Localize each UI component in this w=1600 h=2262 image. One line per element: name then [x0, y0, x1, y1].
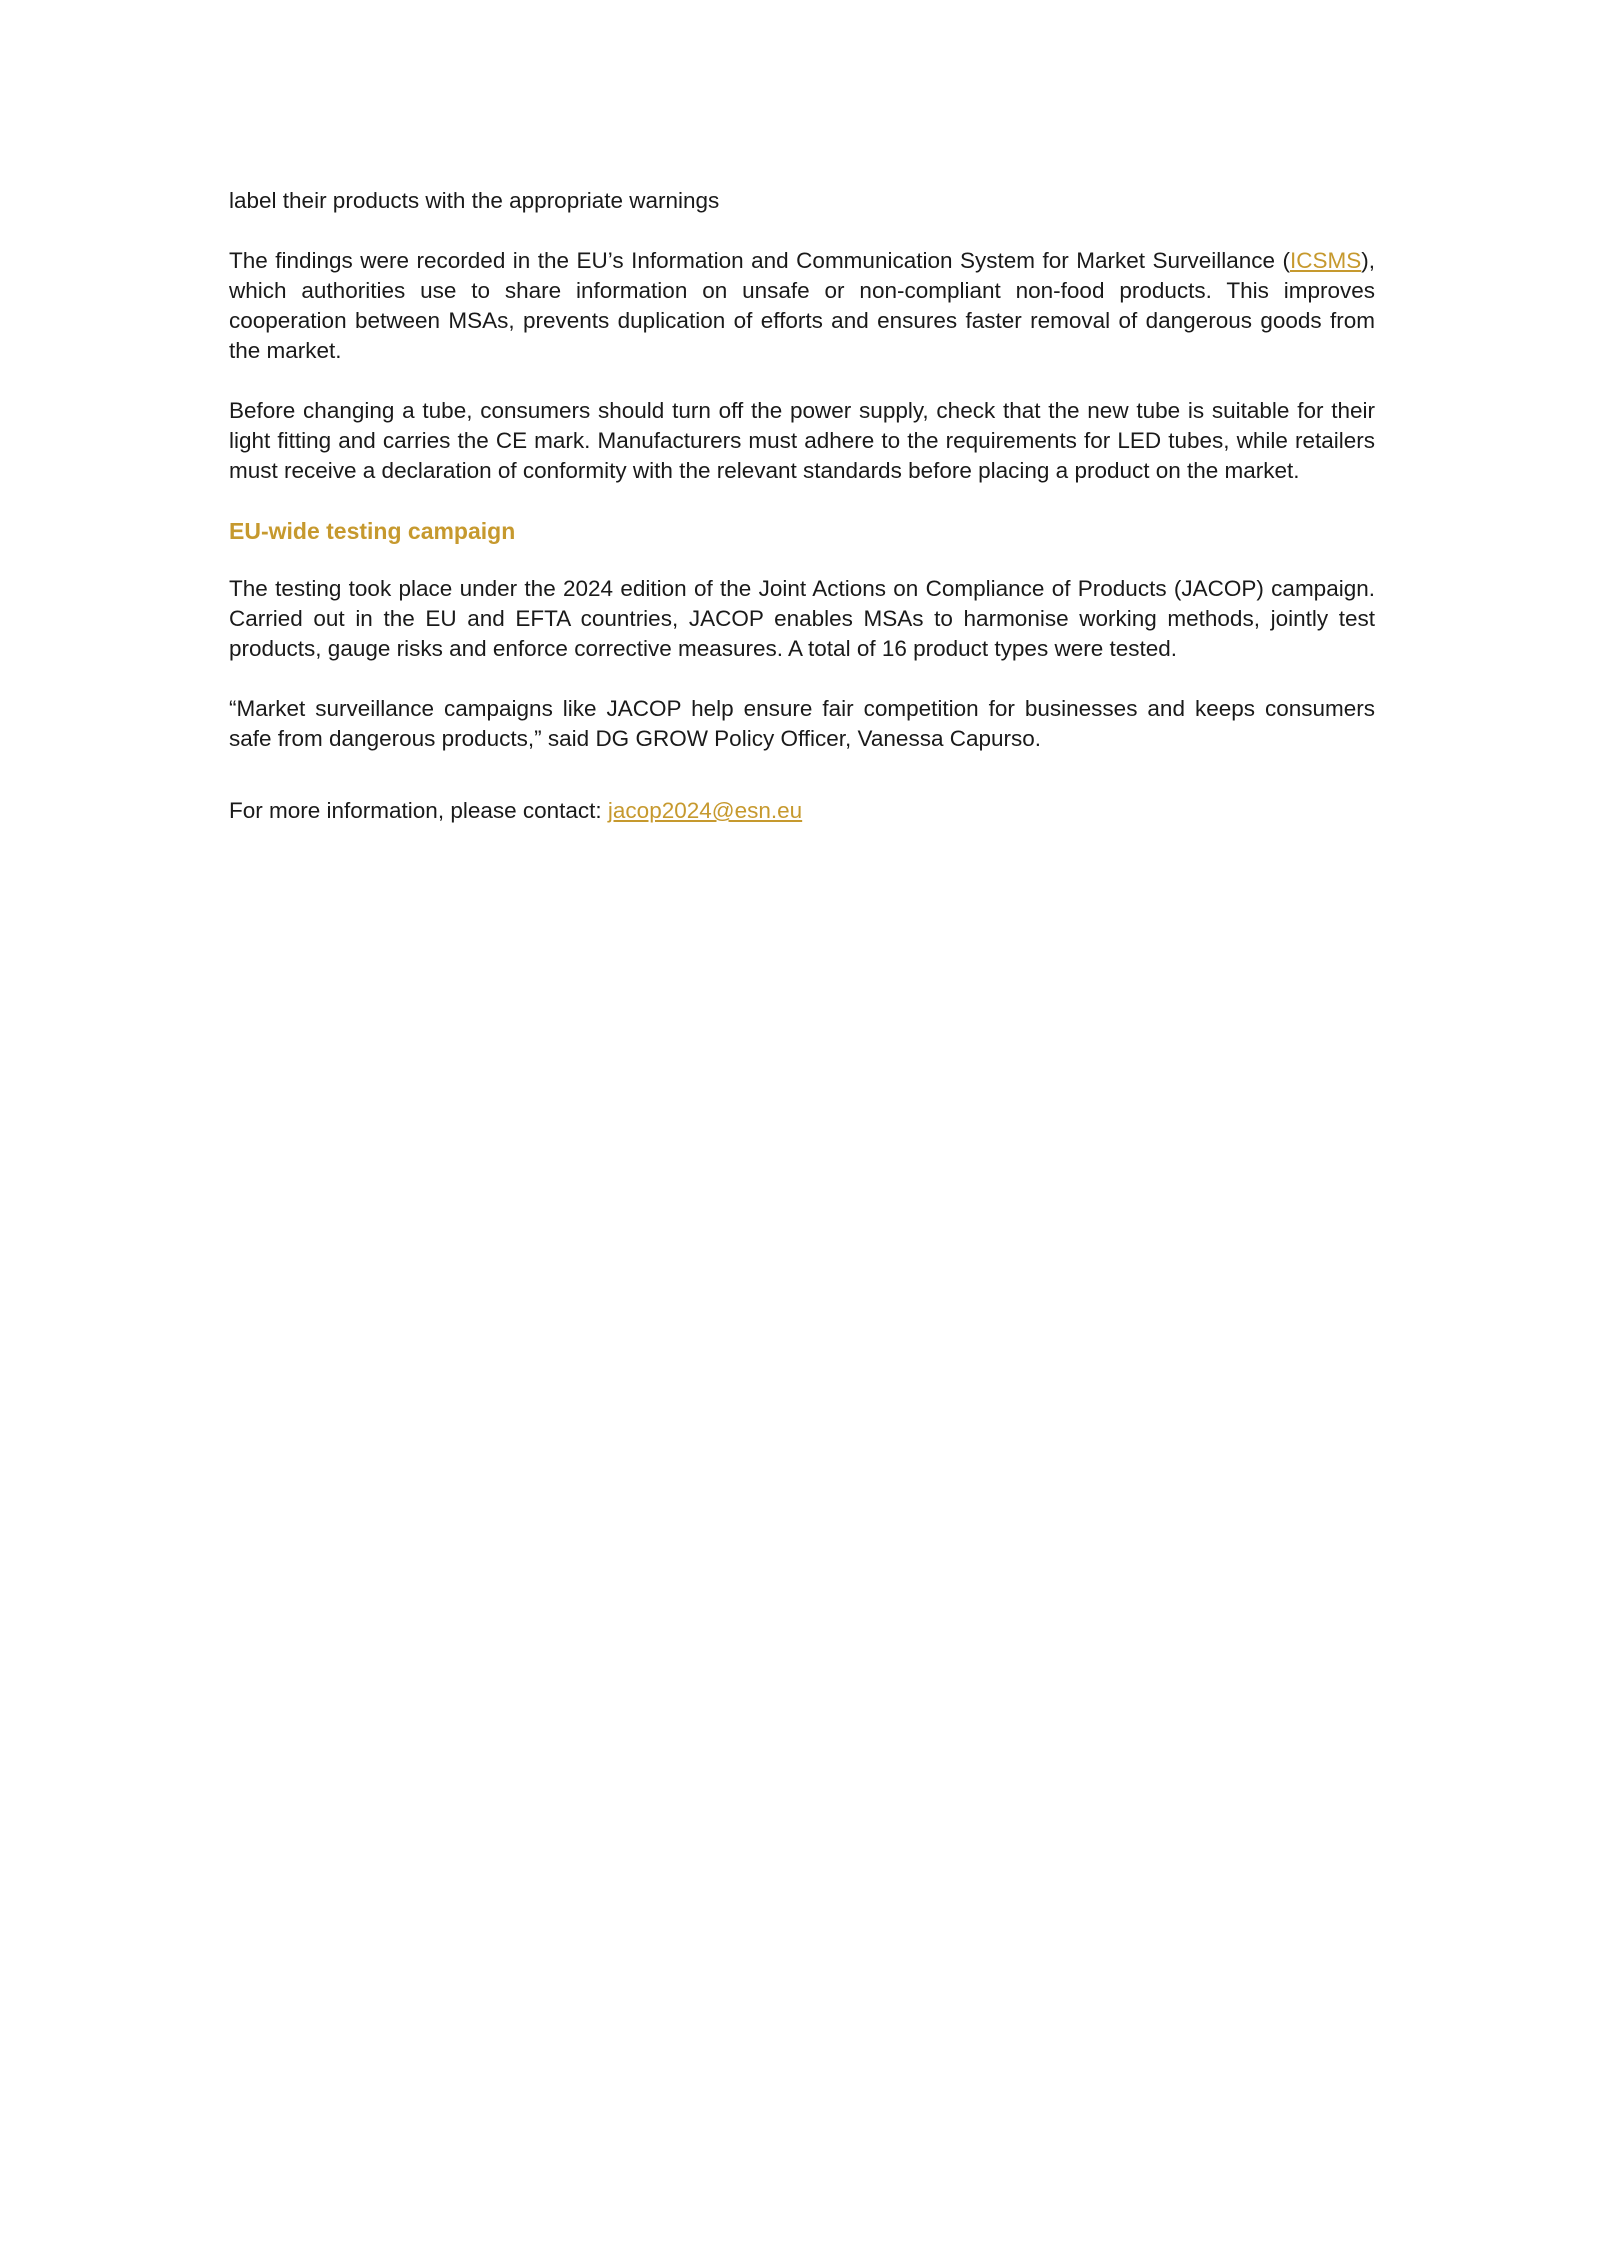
paragraph-quote: “Market surveillance campaigns like JACOP help ensure fair competition for businesses and keeps consumers safe from dangerous products,” said DG GROW Policy Officer, Vanessa Capurso. [229, 696, 1375, 751]
icsms-link[interactable]: ICSMS [1289, 248, 1362, 273]
paragraph-intro: label their products with the appropriate warnings [229, 188, 720, 213]
paragraph-tube-safety: Before changing a tube, consumers should turn off the power supply, check that the new tube is suitable for their light fitting and carries the CE mark. Manufacturers must adhere to the requirements for LED tubes, while retailers must receive a declaration of conformity with the relevant standards before placing a product on the market. [229, 398, 1375, 483]
paragraph-findings-before-link: The findings were recorded in the EU’s Information and Communication System for Market Surveillance ( [229, 248, 1290, 273]
paragraph-findings [229, 246, 1375, 366]
contact-email-link[interactable]: jacop2024@esn.eu [607, 798, 803, 823]
contact-line [229, 796, 1375, 826]
paragraph-testing-campaign: The testing took place under the 2024 edition of the Joint Actions on Compliance of Products (JACOP) campaign. Carried out in the EU and EFTA countries, JACOP enables MSAs to harmonise working methods, jointly test products, gauge risks and enforce corrective measures. A total of 16 product types were tested. [229, 576, 1375, 661]
paragraph-findings-after-link: ), which authorities use to share information on unsafe or non-compliant non-food products. This improves cooperation between MSAs, prevents duplication of efforts and ensures faster removal of dangerous goods from the market. [229, 248, 1375, 363]
contact-label: For more information, please contact: [229, 798, 608, 823]
document-body [229, 186, 1375, 856]
section-heading-testing-campaign: EU-wide testing campaign [229, 518, 516, 544]
